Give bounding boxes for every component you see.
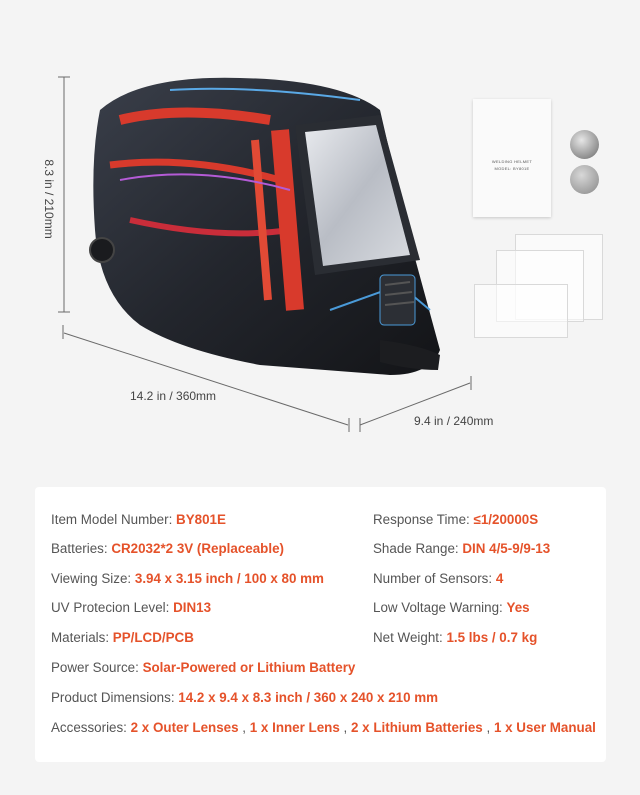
spec-response-time: Response Time: ≤1/20000S [373, 512, 539, 527]
spec-low-voltage-warning: Low Voltage Warning: Yes [373, 600, 530, 615]
spec-net-weight: Net Weight: 1.5 lbs / 0.7 kg [373, 630, 538, 645]
spec-product-dimensions: Product Dimensions: 14.2 x 9.4 x 8.3 inch / 360 x 240 x 210 mm [51, 690, 439, 705]
height-dimension-label: 8.3 in / 210mm [42, 159, 56, 239]
inner-lens-image [474, 284, 568, 338]
user-manual-image [473, 99, 551, 217]
spec-materials: Materials: PP/LCD/PCB [51, 630, 194, 645]
width-dimension-label: 14.2 in / 360mm [130, 389, 217, 403]
spec-item-model: Item Model Number: BY801E [51, 512, 226, 527]
welding-helmet-image [80, 70, 440, 390]
depth-dimension-label: 9.4 in / 240mm [414, 414, 494, 428]
manual-model-text: MODEL: BY801E [494, 166, 530, 171]
lithium-battery-image [570, 165, 599, 194]
spec-uv-protection: UV Protecion Level: DIN13 [51, 600, 212, 615]
spec-viewing-size: Viewing Size: 3.94 x 3.15 inch / 100 x 80 mm [51, 571, 324, 586]
specifications-card [35, 487, 606, 762]
manual-title-text: WELDING HELMET [491, 159, 533, 164]
spec-power-source: Power Source: Solar-Powered or Lithium Battery [51, 660, 356, 675]
spec-shade-range: Shade Range: DIN 4/5-9/9-13 [373, 541, 551, 556]
spec-number-of-sensors: Number of Sensors: 4 [373, 571, 504, 586]
lithium-battery-image [570, 130, 599, 159]
spec-accessories: Accessories: 2 x Outer Lenses , 1 x Inner Lens , 2 x Lithium Batteries , 1 x User Manual [51, 720, 596, 735]
spec-batteries: Batteries: CR2032*2 3V (Replaceable) [51, 541, 284, 556]
